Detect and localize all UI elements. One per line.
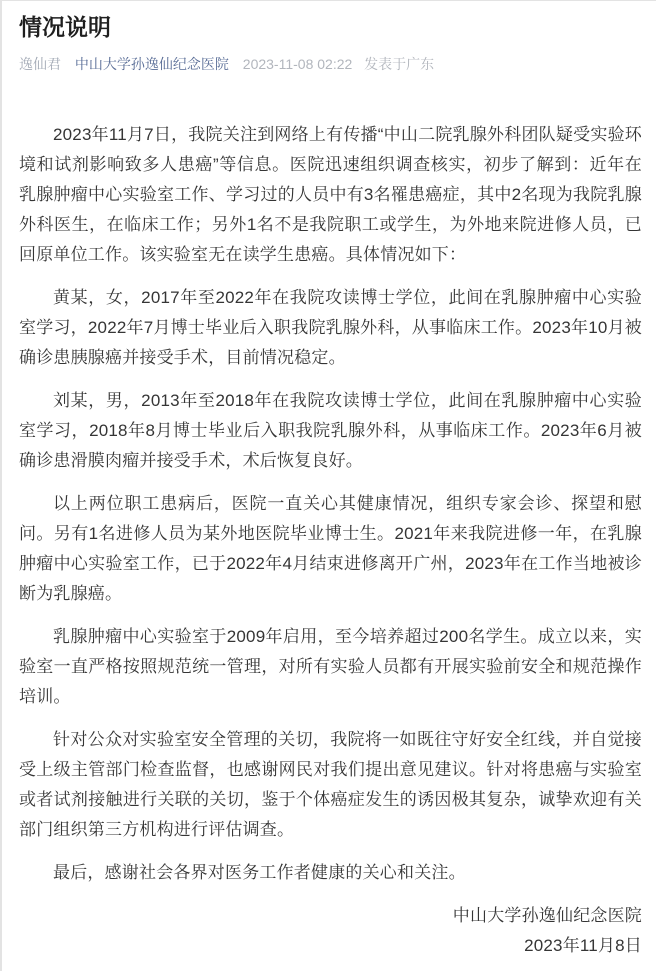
paragraph-case-huang: 黄某，女，2017年至2022年在我院攻读博士学位，此间在乳腺肿瘤中心实验室学习，2022年7月博士毕业后入职我院乳腺外科，从事临床工作。2023年10月被确诊患胰腺癌并接受手术，目前情况稳定。	[19, 288, 642, 367]
publish-timestamp: 2023-11-08 02:22	[242, 56, 353, 72]
signature-block	[19, 901, 642, 961]
paragraph-case-visitor: 以上两位职工患病后，医院一直关心其健康情况，组织专家会诊、探望和慰问。另有1名进修人员为某外地医院毕业博士生。2021年来我院进修一年，在乳腺肿瘤中心实验室工作，已于2022年4月结束进修离开广州，2023年在工作当地被诊断为乳腺癌。	[19, 494, 642, 603]
paragraph-case-liu: 刘某，男，2013年至2018年在我院攻读博士学位，此间在乳腺肿瘤中心实验室学习，2018年8月博士毕业后入职我院乳腺外科，从事临床工作。2023年6月被确诊患滑膜肉瘤并接受手术，术后恢复良好。	[19, 391, 642, 470]
signature-date: 2023年11月8日	[524, 936, 642, 955]
article-body	[19, 120, 642, 961]
byline	[19, 54, 642, 74]
publish-location: 发表于广东	[364, 56, 435, 72]
signature-org: 中山大学孙逸仙纪念医院	[452, 906, 642, 925]
paragraph-intro: 2023年11月7日，我院关注到网络上有传播“中山二院乳腺外科团队疑受实验环境和试剂影响致多人患癌”等信息。医院迅速组织调查核实，初步了解到：近年在乳腺肿瘤中心实验室工作、学习过的人员中有3名罹患癌症，其中2名现为我院乳腺外科医生，在临床工作；另外1名不是我院职工或学生，为外地来院进修人员，已回原单位工作。该实验室无在读学生患癌。具体情况如下：	[19, 125, 642, 264]
paragraph-response: 针对公众对实验室安全管理的关切，我院将一如既往守好安全红线，并自觉接受上级主管部门检查监督，也感谢网民对我们提出意见建议。针对将患癌与实验室或者试剂接触进行关联的关切，鉴于个体癌症发生的诱因极其复杂，诚挚欢迎有关部门组织第三方机构进行评估调查。	[19, 730, 642, 839]
account-name-link[interactable]: 中山大学孙逸仙纪念医院	[74, 56, 229, 72]
paragraph-closing: 最后，感谢社会各界对医务工作者健康的关心和关注。	[53, 863, 466, 882]
author-name-link[interactable]: 逸仙君	[19, 56, 61, 72]
paragraph-lab-history: 乳腺肿瘤中心实验室于2009年启用，至今培养超过200名学生。成立以来，实验室一直严格按照规范统一管理，对所有实验人员都有开展实验前安全和规范操作培训。	[19, 627, 642, 706]
page-title: 情况说明	[19, 14, 111, 40]
